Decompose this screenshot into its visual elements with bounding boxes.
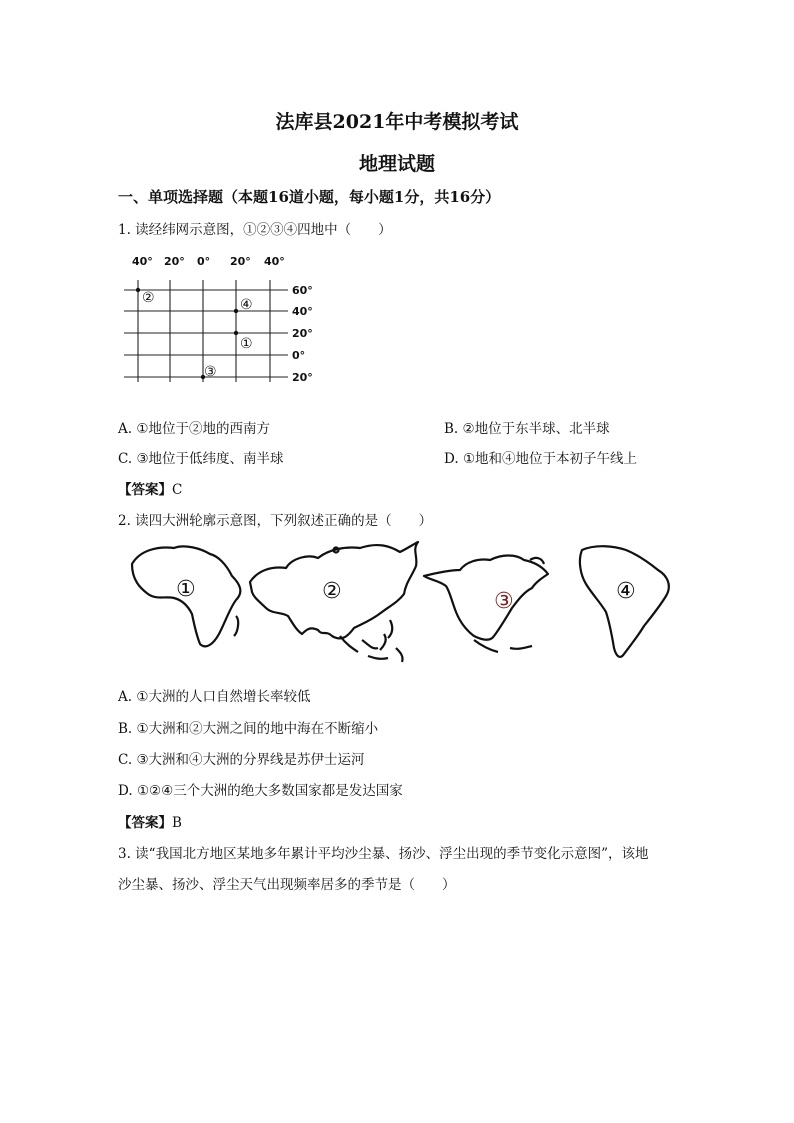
option-letter: B. — [444, 421, 459, 437]
question-3-stem-line-1: 3. 读“我国北方地区某地多年累计平均沙尘暴、扬沙、浮尘出现的季节变化示意图”，该地 — [118, 846, 649, 862]
option-text: ①②④三个大洲的绝大多数国家都是发达国家 — [136, 783, 403, 799]
question-2-option-a[interactable] — [118, 685, 310, 705]
continent-label-3: ③ — [494, 589, 514, 614]
page-subtitle: 地理试题 — [358, 153, 435, 175]
lon-label: 20° — [164, 255, 185, 268]
lon-label: 0° — [197, 255, 211, 268]
lat-lon-grid-figure — [118, 252, 328, 392]
section-heading: 一、单项选择题（本题16道小题，每小题1分，共16分） — [118, 188, 501, 206]
option-letter: D. — [118, 783, 133, 799]
option-letter: A. — [118, 421, 133, 437]
option-letter: D. — [444, 451, 459, 467]
point-label: ① — [240, 336, 253, 352]
north-america-outline — [424, 556, 548, 640]
question-1-option-a[interactable] — [118, 417, 270, 437]
option-text: ③地位于低纬度、南半球 — [136, 451, 284, 467]
option-letter: C. — [118, 451, 133, 467]
lon-label: 20° — [230, 255, 251, 268]
lat-label: 20° — [292, 327, 313, 340]
question-1-option-c[interactable] — [118, 447, 284, 467]
answer-value: C — [172, 482, 183, 498]
question-2-option-d[interactable] — [118, 779, 403, 799]
continents-figure — [122, 536, 692, 666]
question-1-option-b[interactable] — [444, 417, 610, 437]
answer-tag: 【答案】 — [118, 482, 172, 498]
lon-label: 40° — [264, 255, 285, 268]
continent-label-1: ① — [176, 577, 196, 602]
option-text: ①大洲和②大洲之间的地中海在不断缩小 — [136, 721, 379, 737]
question-2-option-c[interactable] — [118, 748, 365, 768]
question-1-answer — [118, 478, 182, 498]
lat-label: 20° — [292, 371, 313, 384]
option-text: ③大洲和④大洲的分界线是苏伊士运河 — [136, 752, 365, 768]
point-label: ④ — [240, 297, 253, 313]
lon-label: 40° — [132, 255, 153, 268]
option-letter: B. — [118, 721, 133, 737]
question-2-stem: 2. 读四大洲轮廓示意图，下列叙述正确的是（ ） — [118, 513, 433, 529]
question-2-option-b[interactable] — [118, 717, 378, 737]
lat-label: 40° — [292, 305, 313, 318]
option-letter: C. — [118, 752, 133, 768]
option-text: ①大洲的人口自然增长率较低 — [136, 689, 311, 705]
option-text: ①地位于②地的西南方 — [136, 421, 270, 437]
question-1-stem: 1. 读经纬网示意图，①②③④四地中（ ） — [118, 222, 392, 238]
answer-tag: 【答案】 — [118, 815, 172, 831]
continent-label-4: ④ — [616, 579, 636, 604]
page-title: 法库县2021年中考模拟考试 — [275, 111, 519, 133]
question-3-stem-line-2: 沙尘暴、扬沙、浮尘天气出现频率居多的季节是（ ） — [118, 877, 456, 893]
point-label: ③ — [204, 364, 217, 380]
point-label: ② — [142, 290, 155, 306]
lat-label: 0° — [292, 349, 306, 362]
lat-label: 60° — [292, 284, 313, 297]
answer-value: B — [172, 815, 182, 831]
question-2-answer — [118, 811, 182, 831]
option-letter: A. — [118, 689, 133, 705]
option-text: ①地和④地位于本初子午线上 — [462, 451, 638, 467]
question-1-option-d[interactable] — [444, 447, 637, 467]
option-text: ②地位于东半球、北半球 — [462, 421, 610, 437]
continent-label-2: ② — [322, 579, 342, 604]
